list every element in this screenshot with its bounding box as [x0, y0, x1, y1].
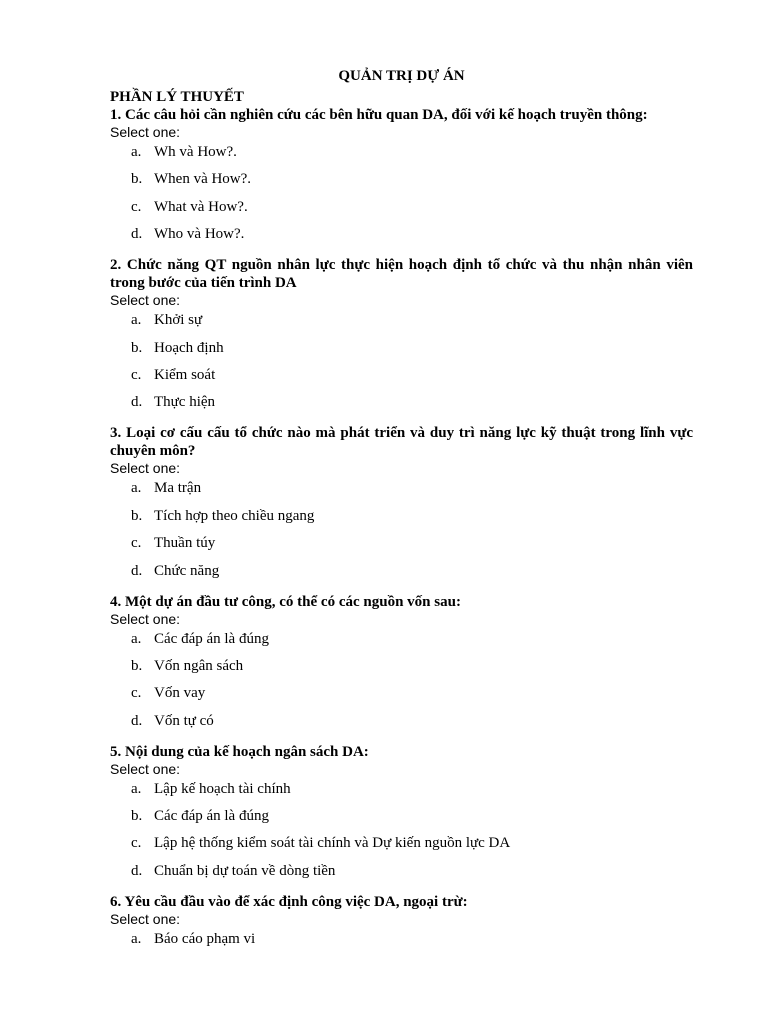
option-text: Thực hiện	[154, 394, 216, 411]
question-list	[110, 106, 693, 948]
answer-option[interactable]	[110, 225, 693, 243]
option-letter: d.	[131, 562, 143, 579]
question-text: 5. Nội dung của kế hoạch ngân sách DA:	[110, 743, 369, 760]
answer-option[interactable]	[110, 339, 693, 357]
option-letter: b.	[131, 507, 143, 524]
option-letter: d.	[131, 712, 143, 729]
option-list	[110, 930, 693, 948]
question-block	[110, 593, 693, 730]
option-text: Wh và How?.	[154, 144, 237, 160]
option-letter: a.	[131, 480, 142, 497]
question-text: 2. Chức năng QT nguồn nhân lực thực hiện hoạch định tổ chức và thu nhận nhân viên trong bước của tiến trình DA	[110, 257, 693, 292]
answer-option[interactable]	[110, 807, 693, 825]
question-block	[110, 256, 693, 411]
select-one-prompt: Select one:	[110, 292, 181, 309]
option-text: Thuần túy	[154, 535, 216, 552]
answer-option[interactable]	[110, 143, 693, 161]
document-title: QUẢN TRỊ DỰ ÁN	[338, 68, 465, 84]
option-letter: d.	[131, 394, 143, 411]
question-text: 1. Các câu hỏi cần nghiên cứu các bên hữu quan DA, đối với kế hoạch truyền thông:	[110, 107, 648, 123]
answer-option[interactable]	[110, 198, 693, 216]
document-page	[110, 67, 693, 948]
answer-option[interactable]	[110, 170, 693, 188]
option-letter: a.	[131, 144, 142, 160]
question-block	[110, 743, 693, 880]
answer-option[interactable]	[110, 479, 693, 497]
answer-option[interactable]	[110, 507, 693, 525]
option-text: Vốn tự có	[154, 712, 214, 729]
select-one-prompt: Select one:	[110, 760, 181, 777]
answer-option[interactable]	[110, 930, 693, 948]
question-text: 4. Một dự án đầu tư công, có thể có các nguồn vốn sau:	[110, 593, 461, 610]
option-letter: a.	[131, 780, 142, 797]
select-one-prompt: Select one:	[110, 124, 181, 140]
answer-option[interactable]	[110, 712, 693, 730]
option-text: Vốn vay	[154, 685, 206, 702]
option-text: Các đáp án là đúng	[154, 808, 269, 825]
option-text: Lập kế hoạch tài chính	[154, 780, 291, 797]
answer-option[interactable]	[110, 834, 693, 852]
option-letter: c.	[131, 366, 142, 383]
answer-option[interactable]	[110, 630, 693, 648]
option-text: Hoạch định	[154, 339, 224, 356]
select-one-prompt: Select one:	[110, 460, 181, 477]
option-letter: b.	[131, 657, 143, 674]
option-letter: a.	[131, 930, 142, 947]
option-list	[110, 780, 693, 880]
select-one-prompt: Select one:	[110, 610, 181, 627]
option-letter: b.	[131, 171, 143, 188]
question-block	[110, 893, 693, 948]
option-text: Ma trận	[154, 480, 202, 497]
option-list	[110, 143, 693, 243]
option-text: Khởi sự	[154, 312, 203, 329]
option-text: What và How?.	[154, 198, 248, 215]
option-letter: c.	[131, 198, 142, 215]
answer-option[interactable]	[110, 780, 693, 798]
option-text: Chuẩn bị dự toán về dòng tiền	[154, 862, 336, 879]
option-list	[110, 479, 693, 579]
answer-option[interactable]	[110, 562, 693, 580]
option-text: Lập hệ thống kiểm soát tài chính và Dự kiến nguồn lực DA	[154, 835, 511, 852]
select-one-prompt: Select one:	[110, 910, 181, 927]
question-text: 6. Yêu cầu đầu vào để xác định công việc DA, ngoại trừ:	[110, 893, 468, 910]
answer-option[interactable]	[110, 657, 693, 675]
answer-option[interactable]	[110, 311, 693, 329]
option-text: Báo cáo phạm vi	[154, 930, 256, 947]
answer-option[interactable]	[110, 393, 693, 411]
option-letter: c.	[131, 685, 142, 702]
option-letter: b.	[131, 808, 143, 825]
answer-option[interactable]	[110, 684, 693, 702]
option-text: When và How?.	[154, 171, 252, 188]
option-text: Các đáp án là đúng	[154, 630, 269, 647]
option-text: Who và How?.	[154, 226, 245, 243]
answer-option[interactable]	[110, 862, 693, 880]
question-block	[110, 424, 693, 579]
option-letter: a.	[131, 630, 142, 647]
option-letter: d.	[131, 862, 143, 879]
option-letter: a.	[131, 312, 142, 329]
option-text: Tích hợp theo chiều ngang	[154, 507, 315, 524]
answer-option[interactable]	[110, 366, 693, 384]
answer-option[interactable]	[110, 534, 693, 552]
option-list	[110, 311, 693, 411]
option-letter: b.	[131, 339, 143, 356]
question-text: 3. Loại cơ cấu cấu tổ chức nào mà phát triển và duy trì năng lực kỹ thuật trong lĩnh vực chuyên môn?	[110, 425, 693, 460]
option-letter: c.	[131, 535, 142, 552]
option-list	[110, 630, 693, 730]
option-letter: d.	[131, 226, 143, 243]
option-letter: c.	[131, 835, 142, 852]
question-block	[110, 106, 693, 243]
option-text: Vốn ngân sách	[154, 657, 244, 674]
section-heading: PHẦN LÝ THUYẾT	[110, 89, 244, 105]
option-text: Chức năng	[154, 562, 220, 579]
option-text: Kiểm soát	[154, 366, 216, 383]
